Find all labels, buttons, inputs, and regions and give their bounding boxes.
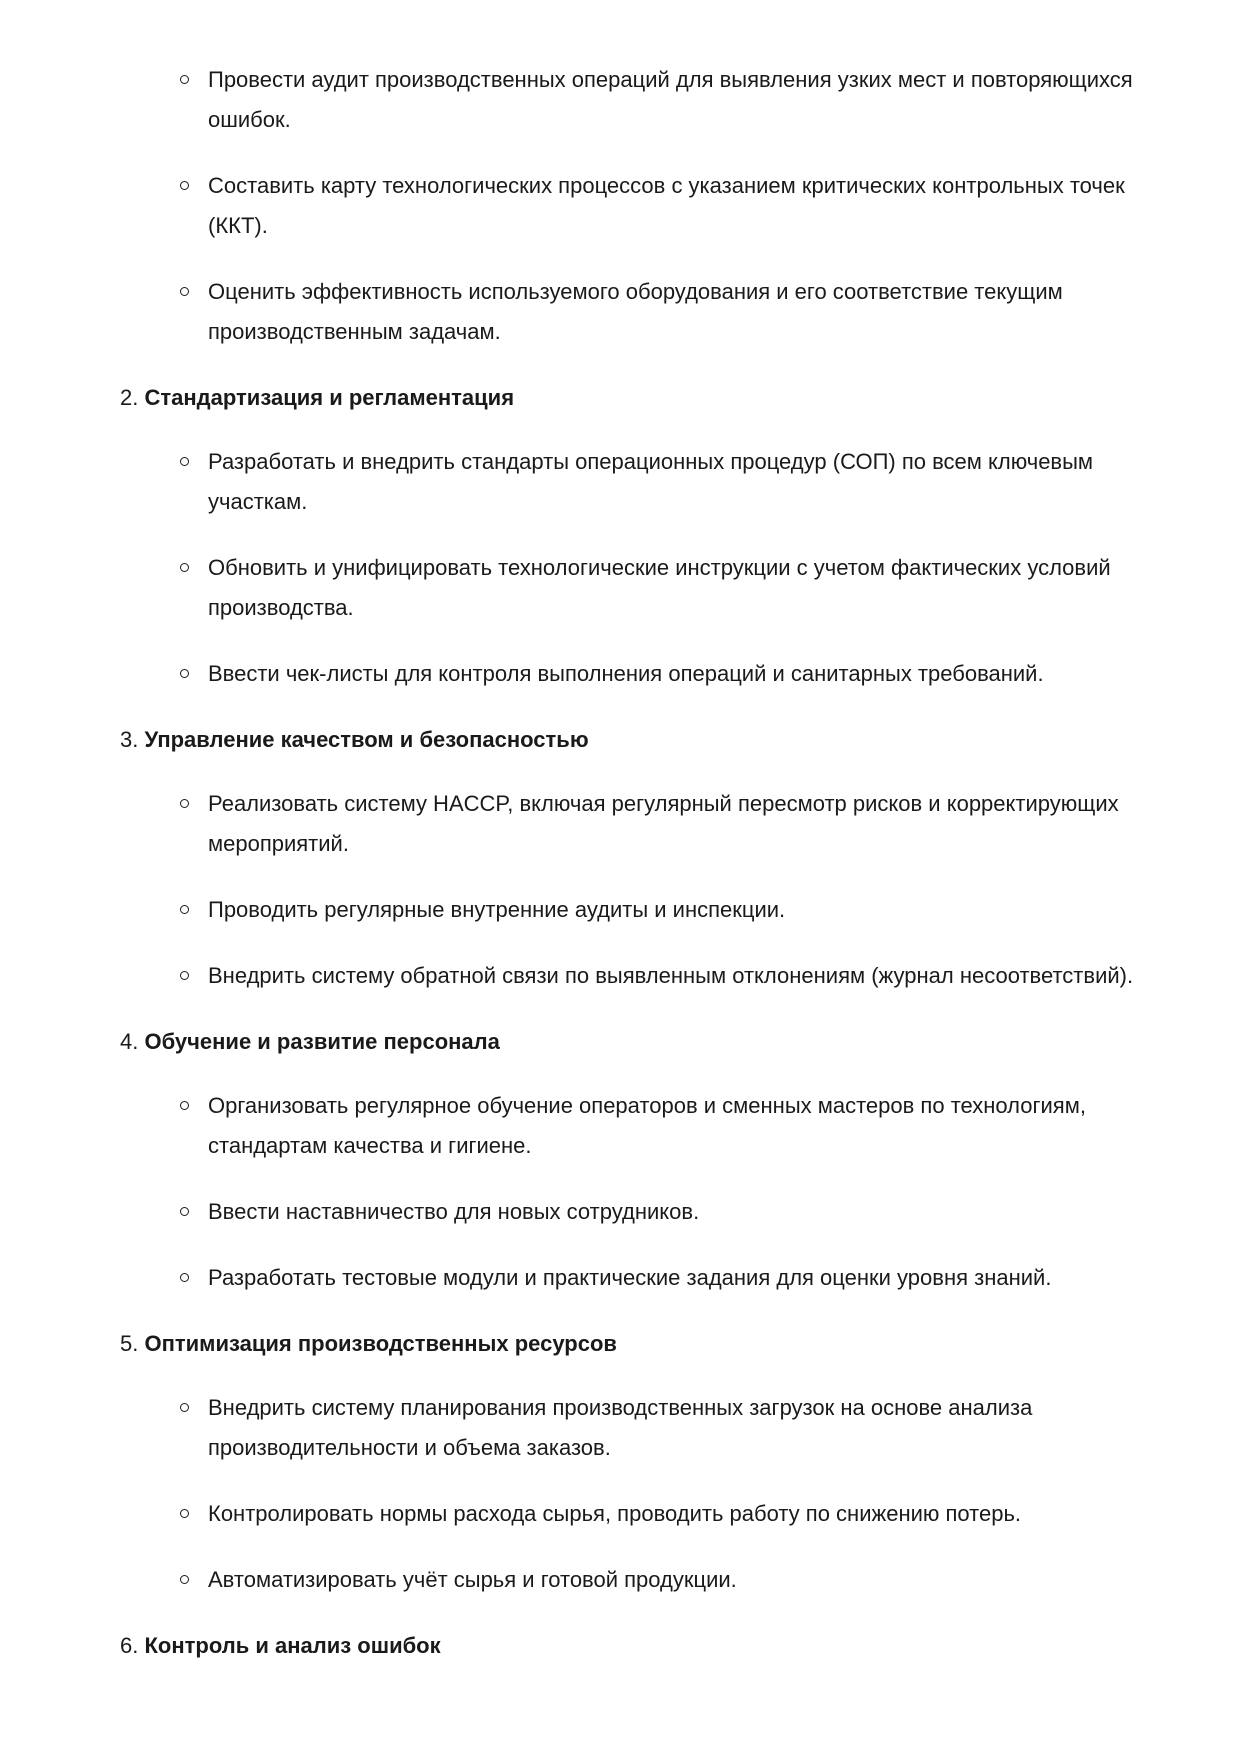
section-heading — [120, 1324, 1239, 1364]
circle-bullet-icon — [180, 905, 189, 914]
sub-list — [0, 442, 1239, 694]
section-number: 2. — [120, 385, 139, 410]
list-item — [208, 166, 1158, 246]
list-item-text: Организовать регулярное обучение операторов и сменных мастеров по технологиям, стандартам качества и гигиене. — [208, 1093, 1086, 1158]
list-item-text: Ввести наставничество для новых сотрудников. — [208, 1199, 700, 1224]
circle-bullet-icon — [180, 1403, 189, 1412]
circle-bullet-icon — [180, 1101, 189, 1110]
list-item — [208, 1258, 1158, 1298]
circle-bullet-icon — [180, 669, 189, 678]
section-title: Контроль и анализ ошибок — [144, 1633, 441, 1658]
list-item — [208, 890, 1158, 930]
list-item — [208, 272, 1158, 352]
circle-bullet-icon — [180, 563, 189, 572]
circle-bullet-icon — [180, 181, 189, 190]
list-item-text: Обновить и унифицировать технологические инструкции с учетом фактических условий производства. — [208, 555, 1111, 620]
list-item-text: Провести аудит производственных операций для выявления узких мест и повторяющихся ошибок. — [208, 67, 1133, 132]
section-heading — [120, 720, 1239, 760]
section-title: Управление качеством и безопасностью — [144, 727, 589, 752]
section-title: Обучение и развитие персонала — [144, 1029, 500, 1054]
section-number: 4. — [120, 1029, 139, 1054]
circle-bullet-icon — [180, 971, 189, 980]
section-number: 3. — [120, 727, 139, 752]
list-item-text: Контролировать нормы расхода сырья, проводить работу по снижению потерь. — [208, 1501, 1022, 1526]
section-heading — [120, 1022, 1239, 1062]
circle-bullet-icon — [180, 1509, 189, 1518]
list-item-text: Автоматизировать учёт сырья и готовой продукции. — [208, 1567, 737, 1592]
list-item — [208, 956, 1158, 996]
circle-bullet-icon — [180, 287, 189, 296]
sub-list — [0, 1388, 1239, 1600]
list-item-text: Составить карту технологических процессов с указанием критических контрольных точек (ККТ). — [208, 173, 1125, 238]
list-item-text: Оценить эффективность используемого оборудования и его соответствие текущим производственным задачам. — [208, 279, 1063, 344]
list-item — [208, 548, 1158, 628]
circle-bullet-icon — [180, 457, 189, 466]
list-item-text: Внедрить систему обратной связи по выявленным отклонениям (журнал несоответствий). — [208, 963, 1134, 988]
list-item — [208, 784, 1158, 864]
sub-list — [0, 784, 1239, 996]
sub-list — [0, 60, 1239, 352]
circle-bullet-icon — [180, 75, 189, 84]
section-number: 6. — [120, 1633, 139, 1658]
list-item — [208, 654, 1158, 694]
circle-bullet-icon — [180, 1207, 189, 1216]
list-item-text: Проводить регулярные внутренние аудиты и инспекции. — [208, 897, 786, 922]
list-item-text: Разработать и внедрить стандарты операционных процедур (СОП) по всем ключевым участкам. — [208, 449, 1094, 514]
list-item — [208, 1560, 1158, 1600]
list-item — [208, 442, 1158, 522]
section-heading — [120, 1626, 1239, 1666]
list-item — [208, 1494, 1158, 1534]
section-heading — [120, 378, 1239, 418]
circle-bullet-icon — [180, 1273, 189, 1282]
list-item — [208, 1086, 1158, 1166]
section-title: Стандартизация и регламентация — [144, 385, 515, 410]
list-item-text: Реализовать систему HACCP, включая регулярный пересмотр рисков и корректирующих мероприятий. — [208, 791, 1119, 856]
circle-bullet-icon — [180, 799, 189, 808]
list-item — [208, 60, 1158, 140]
section-title: Оптимизация производственных ресурсов — [144, 1331, 617, 1356]
circle-bullet-icon — [180, 1575, 189, 1584]
list-item — [208, 1192, 1158, 1232]
list-item-text: Ввести чек-листы для контроля выполнения операций и санитарных требований. — [208, 661, 1044, 686]
list-item — [208, 1388, 1158, 1468]
list-item-text: Внедрить систему планирования производственных загрузок на основе анализа производительности и объема заказов. — [208, 1395, 1033, 1460]
sub-list — [0, 1086, 1239, 1298]
list-item-text: Разработать тестовые модули и практические задания для оценки уровня знаний. — [208, 1265, 1052, 1290]
section-number: 5. — [120, 1331, 139, 1356]
